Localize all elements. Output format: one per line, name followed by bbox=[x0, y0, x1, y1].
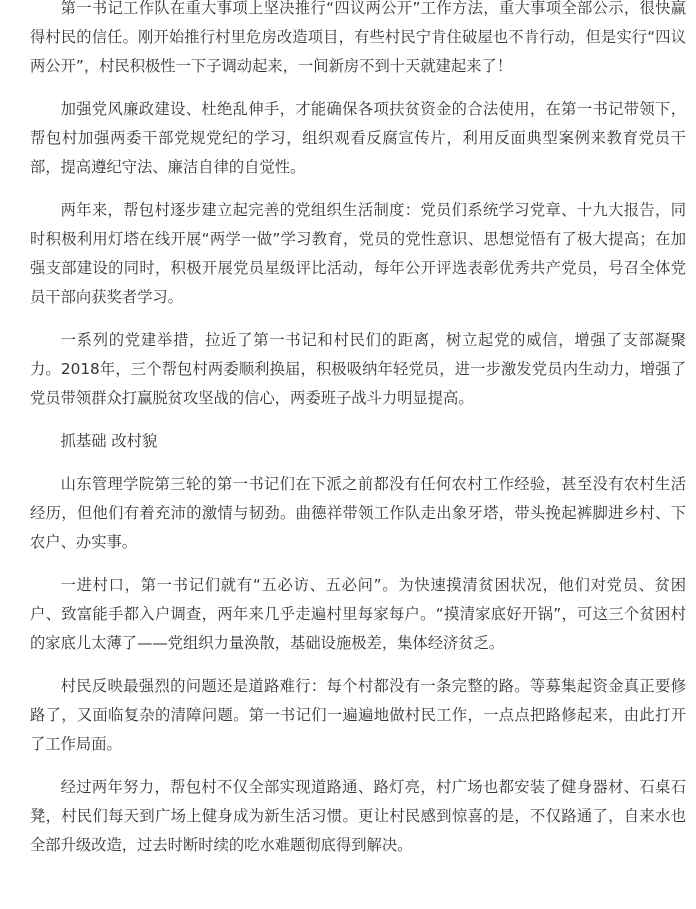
paragraph-integrity: 加强党风廉政建设、杜绝乱伸手，才能确保各项扶贫资金的合法使用，在第一书记带领下，帮包村加强两委干部党规党纪的学习，组织观看反腐宣传片，利用反面典型案例来教育党员干部，提高遵纪守法、廉洁自律的自觉性。 bbox=[30, 100, 686, 176]
paragraph-party-measures: 一系列的党建举措，拉近了第一书记和村民们的距离，树立起党的威信，增强了支部凝聚力。2018年，三个帮包村两委顺利换届，积极吸纳年轻党员，进一步激发党员内生动力，增强了党员带领群众打赢脱贫攻坚战的信心，两委班子战斗力明显提高。 bbox=[30, 331, 686, 407]
article-body bbox=[30, 0, 686, 860]
paragraph-first-secretaries: 山东管理学院第三轮的第一书记们在下派之前都没有任何农村工作经验，甚至没有农村生活经历，但他们有着充沛的激情与韧劲。曲德祥带领工作队走出象牙塔，带头挽起裤脚进乡村、下农户、办实事。 bbox=[30, 475, 686, 551]
paragraph-village-visits: 一进村口，第一书记们就有“五必访、五必问”。为快速摸清贫困状况，他们对党员、贫困户、致富能手都入户调查，两年来几乎走遍村里每家每户。“摸清家底好开锅”，可这三个贫困村的家底儿太薄了——党组织力量涣散，基础设施极差，集体经济贫乏。 bbox=[30, 576, 686, 652]
section-heading: 抓基础 改村貌 bbox=[60, 432, 158, 450]
paragraph-roads: 村民反映最强烈的问题还是道路难行：每个村都没有一条完整的路。等募集起资金真正要修路了，又面临复杂的清障问题。第一书记们一遍遍地做村民工作，一点点把路修起来，由此打开了工作局面。 bbox=[30, 677, 686, 753]
paragraph-results: 经过两年努力，帮包村不仅全部实现道路通、路灯亮，村广场也都安装了健身器材、石桌石凳，村民们每天到广场上健身成为新生活习惯。更让村民感到惊喜的是，不仅路通了，自来水也全部升级改造，过去时断时续的吃水难题彻底得到解决。 bbox=[30, 778, 686, 854]
paragraph-four-discussions: 第一书记工作队在重大事项上坚决推行“四议两公开”工作方法，重大事项全部公示，很快赢得村民的信任。刚开始推行村里危房改造项目，有些村民宁肯住破屋也不肯行动，但是实行“四议两公开”，村民积极性一下子调动起来，一间新房不到十天就建起来了！ bbox=[30, 0, 686, 75]
paragraph-party-life: 两年来，帮包村逐步建立起完善的党组织生活制度：党员们系统学习党章、十九大报告，同时积极利用灯塔在线开展“两学一做”学习教育，党员的党性意识、思想觉悟有了极大提高；在加强支部建设的同时，积极开展党员星级评比活动，每年公开评选表彰优秀共产党员，号召全体党员干部向获奖者学习。 bbox=[30, 201, 686, 306]
